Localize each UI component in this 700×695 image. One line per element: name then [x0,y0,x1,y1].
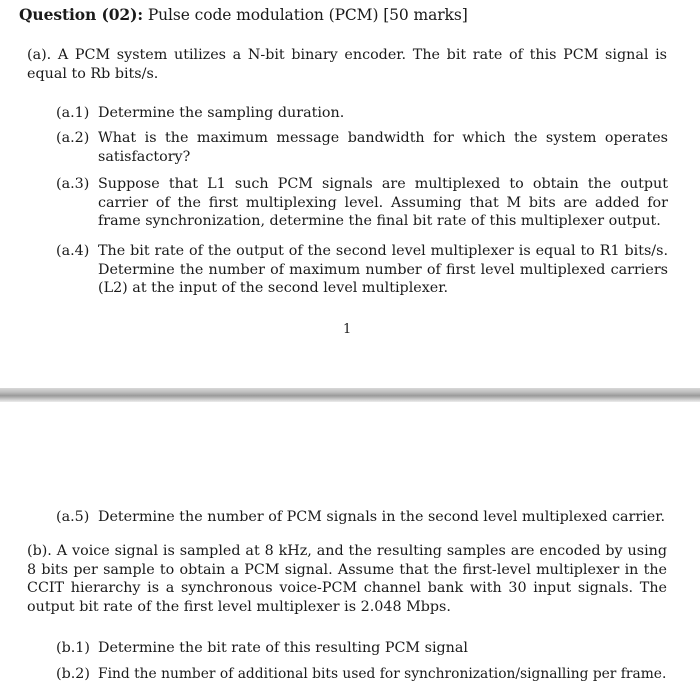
sub-question-number: (b.2) [56,666,90,682]
sub-question-a5 [56,508,668,528]
page-break-divider [0,388,700,402]
part-a-label: (a). [27,47,52,63]
sub-question-text: Determine the bit rate of this resulting PCM signal [98,640,468,656]
sub-question-text: Find the number of additional bits used for synchronization/signalling per frame. [98,666,667,682]
question-title: Pulse code modulation (PCM) [50 marks] [147,6,468,24]
sub-question-number: (a.1) [56,105,90,121]
part-a-paragraph [27,46,667,83]
page-number: 1 [343,322,352,337]
sub-question-text: Suppose that L1 such PCM signals are multiplexed to obtain the output carrier of the first multiplexing level. Assuming that M bits are added for frame synchronization, determine the final bit rate of this multiplexer output. [98,176,668,229]
sub-question-b2 [56,665,676,685]
sub-question-text: What is the maximum message bandwidth for which the system operates satisfactory? [98,130,668,165]
sub-question-a3 [56,175,668,233]
part-b-text: A voice signal is sampled at 8 kHz, and the resulting samples are encoded by using 8 bits per sample to obtain a PCM signal. Assume that the first-level multiplexer in the CCIT hierarchy is a synchronous voice-PCM channel bank with 30 input signals. The output bit rate of the first level multiplexer is 2.048 Mbps. [27,543,667,615]
sub-question-text: Determine the sampling duration. [98,105,345,121]
sub-question-number: (a.3) [56,176,90,192]
sub-question-a2 [56,129,668,169]
part-b-paragraph [27,542,667,620]
sub-question-text: Determine the number of PCM signals in the second level multiplexed carrier. [98,509,666,525]
document-page-2 [0,405,700,695]
sub-question-number: (a.4) [56,243,90,259]
sub-question-b1 [56,639,668,659]
part-b-label: (b). [27,543,52,559]
question-heading [19,5,468,24]
sub-question-number: (b.1) [56,640,90,656]
sub-question-a1 [56,104,668,124]
sub-question-text: The bit rate of the output of the second level multiplexer is equal to R1 bits/s. Determine the number of maximum number of first level multiplexed carriers (L2) at the input of the second level multiplexer. [98,243,668,296]
question-label: Question (02): [19,5,143,24]
part-a-text: A PCM system utilizes a N-bit binary encoder. The bit rate of this PCM signal is equal to Rb bits/s. [27,47,667,82]
sub-question-a4 [56,242,668,300]
sub-question-number: (a.5) [56,509,90,525]
sub-question-number: (a.2) [56,130,90,146]
